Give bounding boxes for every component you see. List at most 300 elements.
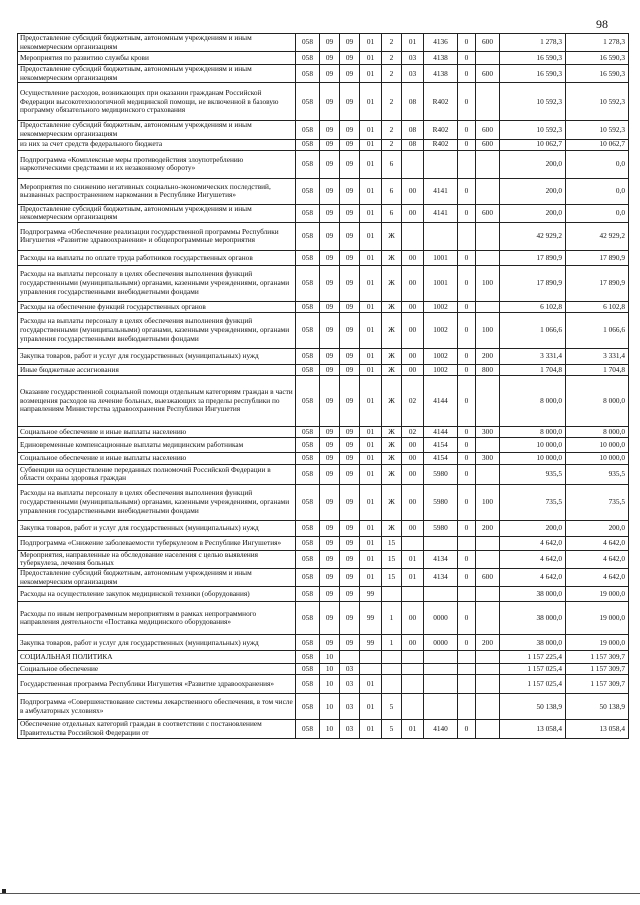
code-cell-c1: 058: [296, 602, 320, 635]
code-cell-c6: [402, 222, 424, 250]
code-cell-c4: 01: [360, 484, 382, 520]
code-cell-c2: 09: [320, 301, 340, 312]
amount-v1: 735,5: [500, 484, 566, 520]
code-cell-c4: 01: [360, 65, 382, 83]
code-cell-c1: 058: [296, 651, 320, 664]
amount-v2: 10 000,0: [566, 437, 629, 452]
code-cell-c9: [476, 664, 500, 675]
amount-v1: 200,0: [500, 520, 566, 536]
code-cell-c7: 1001: [424, 265, 458, 301]
amount-v2: 17 890,9: [566, 265, 629, 301]
table-row: [18, 265, 629, 301]
table-row: [18, 664, 629, 675]
code-cell-c3: 09: [340, 178, 360, 204]
code-cell-c7: 5980: [424, 520, 458, 536]
table-row: [18, 34, 629, 52]
code-cell-c7: 1002: [424, 348, 458, 364]
amount-v1: 38 000,0: [500, 602, 566, 635]
amount-v2: 19 000,0: [566, 635, 629, 651]
code-cell-c6: [402, 664, 424, 675]
table-row: [18, 550, 629, 568]
code-cell-c9: 600: [476, 121, 500, 139]
code-cell-c7: 4154: [424, 452, 458, 464]
code-cell-c8: 0: [458, 301, 476, 312]
code-cell-c5: Ж: [382, 484, 402, 520]
code-cell-c2: 09: [320, 222, 340, 250]
code-cell-c9: [476, 250, 500, 265]
code-cell-c8: 0: [458, 635, 476, 651]
bottom-rule: [0, 893, 640, 894]
code-cell-c3: 09: [340, 301, 360, 312]
code-cell-c4: 99: [360, 602, 382, 635]
code-cell-c1: 058: [296, 222, 320, 250]
code-cell-c7: R402: [424, 83, 458, 121]
code-cell-c4: 01: [360, 222, 382, 250]
code-cell-c9: 600: [476, 65, 500, 83]
code-cell-c1: 058: [296, 587, 320, 602]
code-cell-c9: [476, 178, 500, 204]
code-cell-c5: Ж: [382, 348, 402, 364]
code-cell-c6: 00: [402, 265, 424, 301]
code-cell-c4: 01: [360, 204, 382, 222]
code-cell-c6: 02: [402, 375, 424, 426]
row-name: из них за счет средств федерального бюджета: [18, 139, 296, 150]
code-cell-c7: 4134: [424, 550, 458, 568]
code-cell-c3: 09: [340, 587, 360, 602]
code-cell-c1: 058: [296, 204, 320, 222]
row-name: СОЦИАЛЬНАЯ ПОЛИТИКА: [18, 651, 296, 664]
code-cell-c2: 09: [320, 65, 340, 83]
code-cell-c1: 058: [296, 139, 320, 150]
row-name: Предоставление субсидий бюджетным, автономным учреждениям и иным некоммерческим организациям: [18, 121, 296, 139]
code-cell-c2: 10: [320, 694, 340, 720]
code-cell-c7: [424, 536, 458, 550]
code-cell-c8: [458, 587, 476, 602]
code-cell-c4: 01: [360, 178, 382, 204]
code-cell-c4: [360, 651, 382, 664]
code-cell-c9: 200: [476, 635, 500, 651]
code-cell-c6: 00: [402, 301, 424, 312]
code-cell-c5: Ж: [382, 520, 402, 536]
code-cell-c9: [476, 375, 500, 426]
code-cell-c2: 09: [320, 437, 340, 452]
code-cell-c9: [476, 83, 500, 121]
code-cell-c7: 5980: [424, 484, 458, 520]
row-name: Мероприятия по развитию службы крови: [18, 52, 296, 65]
code-cell-c8: 0: [458, 204, 476, 222]
code-cell-c7: [424, 694, 458, 720]
table-row: [18, 569, 629, 587]
code-cell-c1: 058: [296, 694, 320, 720]
table-row: [18, 452, 629, 464]
code-cell-c6: 01: [402, 34, 424, 52]
amount-v1: 10 592,3: [500, 121, 566, 139]
row-name: Оказание государственной социальной помощи отдельным категориям граждан в части возмещения расходов на лечение больных, выезжающих за пределы республики по направлениям Министерства здравоохранения Республики Ингушетия: [18, 375, 296, 426]
row-name: Закупка товаров, работ и услуг для государственных (муниципальных) нужд: [18, 348, 296, 364]
amount-v2: 10 592,3: [566, 83, 629, 121]
code-cell-c9: 100: [476, 312, 500, 348]
code-cell-c9: 300: [476, 426, 500, 437]
code-cell-c5: 5: [382, 720, 402, 738]
code-cell-c1: 058: [296, 664, 320, 675]
amount-v2: 17 890,9: [566, 250, 629, 265]
table-row: [18, 602, 629, 635]
code-cell-c5: Ж: [382, 452, 402, 464]
code-cell-c2: 09: [320, 178, 340, 204]
code-cell-c3: 09: [340, 364, 360, 375]
code-cell-c5: Ж: [382, 464, 402, 484]
code-cell-c2: 09: [320, 484, 340, 520]
code-cell-c1: 058: [296, 65, 320, 83]
code-cell-c5: [382, 651, 402, 664]
code-cell-c6: 08: [402, 139, 424, 150]
row-name: Расходы на осуществление закупок медицинской техники (оборудования): [18, 587, 296, 602]
table-row: [18, 635, 629, 651]
row-name: Социальное обеспечение: [18, 664, 296, 675]
code-cell-c1: 058: [296, 348, 320, 364]
code-cell-c8: 0: [458, 720, 476, 738]
row-name: Расходы на выплаты персоналу в целях обеспечения выполнения функций государственными (муниципальными) органами, казенными учреждениями, органами управления государственными внебюджетными фондами: [18, 312, 296, 348]
code-cell-c5: Ж: [382, 222, 402, 250]
code-cell-c6: 00: [402, 602, 424, 635]
amount-v2: 50 138,9: [566, 694, 629, 720]
code-cell-c5: Ж: [382, 375, 402, 426]
amount-v2: 4 642,0: [566, 536, 629, 550]
code-cell-c6: 00: [402, 635, 424, 651]
code-cell-c5: 2: [382, 121, 402, 139]
code-cell-c8: [458, 651, 476, 664]
table-row: [18, 720, 629, 738]
code-cell-c1: 058: [296, 675, 320, 694]
table-row: [18, 651, 629, 664]
table-row: [18, 348, 629, 364]
amount-v2: 1 157 309,7: [566, 675, 629, 694]
table-row: [18, 364, 629, 375]
code-cell-c6: 00: [402, 520, 424, 536]
code-cell-c4: [360, 664, 382, 675]
code-cell-c7: 4141: [424, 178, 458, 204]
code-cell-c5: 15: [382, 536, 402, 550]
table-row: [18, 52, 629, 65]
code-cell-c2: 09: [320, 265, 340, 301]
code-cell-c5: 6: [382, 150, 402, 178]
code-cell-c1: 058: [296, 375, 320, 426]
code-cell-c5: 15: [382, 569, 402, 587]
code-cell-c4: 01: [360, 536, 382, 550]
amount-v2: 735,5: [566, 484, 629, 520]
code-cell-c2: 09: [320, 569, 340, 587]
amount-v1: 200,0: [500, 178, 566, 204]
code-cell-c4: 01: [360, 364, 382, 375]
code-cell-c8: 0: [458, 265, 476, 301]
amount-v1: 1 704,8: [500, 364, 566, 375]
page-number: 98: [596, 17, 608, 31]
code-cell-c3: 09: [340, 52, 360, 65]
amount-v1: 38 000,0: [500, 635, 566, 651]
code-cell-c6: [402, 694, 424, 720]
code-cell-c2: 09: [320, 550, 340, 568]
code-cell-c7: [424, 664, 458, 675]
table-row: [18, 464, 629, 484]
table-row: [18, 437, 629, 452]
code-cell-c9: 600: [476, 569, 500, 587]
amount-v2: 16 590,3: [566, 52, 629, 65]
row-name: Социальное обеспечение и иные выплаты населению: [18, 426, 296, 437]
table-row: [18, 83, 629, 121]
code-cell-c8: [458, 536, 476, 550]
table-row: [18, 536, 629, 550]
code-cell-c6: 08: [402, 121, 424, 139]
code-cell-c9: [476, 222, 500, 250]
code-cell-c3: 09: [340, 121, 360, 139]
code-cell-c3: 09: [340, 452, 360, 464]
code-cell-c3: 09: [340, 536, 360, 550]
code-cell-c2: 09: [320, 536, 340, 550]
code-cell-c2: 09: [320, 34, 340, 52]
code-cell-c1: 058: [296, 569, 320, 587]
code-cell-c7: R402: [424, 139, 458, 150]
code-cell-c8: 0: [458, 484, 476, 520]
code-cell-c9: 600: [476, 204, 500, 222]
amount-v2: 0,0: [566, 178, 629, 204]
amount-v1: 4 642,0: [500, 536, 566, 550]
amount-v1: 1 157 025,4: [500, 664, 566, 675]
code-cell-c4: 01: [360, 426, 382, 437]
code-cell-c1: 058: [296, 484, 320, 520]
code-cell-c3: [340, 651, 360, 664]
code-cell-c3: 09: [340, 34, 360, 52]
code-cell-c3: 09: [340, 426, 360, 437]
code-cell-c1: 058: [296, 536, 320, 550]
code-cell-c9: [476, 675, 500, 694]
code-cell-c7: [424, 651, 458, 664]
code-cell-c9: [476, 437, 500, 452]
code-cell-c1: 058: [296, 464, 320, 484]
code-cell-c5: Ж: [382, 364, 402, 375]
amount-v2: 0,0: [566, 150, 629, 178]
code-cell-c6: 02: [402, 426, 424, 437]
code-cell-c2: 10: [320, 651, 340, 664]
table-row: [18, 222, 629, 250]
amount-v1: 10 000,0: [500, 452, 566, 464]
code-cell-c3: 09: [340, 602, 360, 635]
code-cell-c9: [476, 536, 500, 550]
amount-v1: 200,0: [500, 204, 566, 222]
code-cell-c1: 058: [296, 550, 320, 568]
code-cell-c8: 0: [458, 348, 476, 364]
row-name: Расходы по иным непрограммным мероприятиям в рамках непрограммного направления деятельности «Поставка медицинского оборудования»: [18, 602, 296, 635]
amount-v1: 6 102,8: [500, 301, 566, 312]
code-cell-c2: 10: [320, 720, 340, 738]
code-cell-c4: 01: [360, 375, 382, 426]
code-cell-c3: 09: [340, 348, 360, 364]
code-cell-c3: 09: [340, 150, 360, 178]
code-cell-c2: 09: [320, 52, 340, 65]
row-name: Осуществление расходов, возникающих при оказании гражданам Российской Федерации высокотехнологичной медицинской помощи, не включенной в базовую программу обязательного медицинского страхования: [18, 83, 296, 121]
amount-v2: 1 066,6: [566, 312, 629, 348]
code-cell-c7: R402: [424, 121, 458, 139]
code-cell-c5: 1: [382, 602, 402, 635]
code-cell-c8: [458, 664, 476, 675]
code-cell-c2: 09: [320, 464, 340, 484]
code-cell-c6: 00: [402, 364, 424, 375]
code-cell-c5: 15: [382, 550, 402, 568]
code-cell-c5: 6: [382, 204, 402, 222]
code-cell-c8: 0: [458, 426, 476, 437]
amount-v1: 3 331,4: [500, 348, 566, 364]
code-cell-c3: 03: [340, 694, 360, 720]
table-row: [18, 426, 629, 437]
code-cell-c4: 01: [360, 265, 382, 301]
code-cell-c3: 09: [340, 375, 360, 426]
amount-v1: 1 157 225,4: [500, 651, 566, 664]
code-cell-c3: 09: [340, 222, 360, 250]
code-cell-c8: 0: [458, 52, 476, 65]
code-cell-c9: [476, 550, 500, 568]
amount-v2: 8 000,0: [566, 426, 629, 437]
code-cell-c4: 01: [360, 250, 382, 265]
code-cell-c9: [476, 52, 500, 65]
amount-v1: 10 592,3: [500, 83, 566, 121]
code-cell-c2: 09: [320, 635, 340, 651]
code-cell-c6: 00: [402, 437, 424, 452]
code-cell-c5: 1: [382, 635, 402, 651]
row-name: Закупка товаров, работ и услуг для государственных (муниципальных) нужд: [18, 520, 296, 536]
code-cell-c8: 0: [458, 178, 476, 204]
code-cell-c8: 0: [458, 312, 476, 348]
code-cell-c8: [458, 150, 476, 178]
row-name: Закупка товаров, работ и услуг для государственных (муниципальных) нужд: [18, 635, 296, 651]
code-cell-c6: 00: [402, 312, 424, 348]
code-cell-c6: 01: [402, 569, 424, 587]
code-cell-c4: 01: [360, 150, 382, 178]
amount-v1: 13 058,4: [500, 720, 566, 738]
amount-v2: 13 058,4: [566, 720, 629, 738]
amount-v2: 3 331,4: [566, 348, 629, 364]
code-cell-c8: 0: [458, 121, 476, 139]
row-name: Предоставление субсидий бюджетным, автономным учреждениям и иным некоммерческим организациям: [18, 34, 296, 52]
amount-v1: 16 590,3: [500, 52, 566, 65]
row-name: Предоставление субсидий бюджетным, автономным учреждениям и иным некоммерческим организациям: [18, 569, 296, 587]
code-cell-c9: 800: [476, 364, 500, 375]
code-cell-c2: 09: [320, 250, 340, 265]
code-cell-c3: 09: [340, 437, 360, 452]
table-row: [18, 312, 629, 348]
table-row: [18, 65, 629, 83]
code-cell-c7: 0000: [424, 635, 458, 651]
amount-v1: 4 642,0: [500, 569, 566, 587]
code-cell-c9: [476, 694, 500, 720]
code-cell-c3: 09: [340, 520, 360, 536]
code-cell-c9: [476, 464, 500, 484]
amount-v2: 1 157 309,7: [566, 651, 629, 664]
amount-v2: 42 929,2: [566, 222, 629, 250]
amount-v1: 935,5: [500, 464, 566, 484]
code-cell-c2: 09: [320, 587, 340, 602]
code-cell-c1: 058: [296, 364, 320, 375]
row-name: Подпрограмма «Снижение заболеваемости туберкулезом в Республике Ингушетия»: [18, 536, 296, 550]
code-cell-c8: [458, 694, 476, 720]
code-cell-c8: 0: [458, 250, 476, 265]
amount-v2: 0,0: [566, 204, 629, 222]
code-cell-c4: 01: [360, 550, 382, 568]
code-cell-c6: 03: [402, 65, 424, 83]
code-cell-c2: 09: [320, 375, 340, 426]
code-cell-c7: 1001: [424, 250, 458, 265]
code-cell-c4: 01: [360, 520, 382, 536]
row-name: Предоставление субсидий бюджетным, автономным учреждениям и иным некоммерческим организациям: [18, 65, 296, 83]
table-row: [18, 204, 629, 222]
code-cell-c4: 01: [360, 720, 382, 738]
code-cell-c1: 058: [296, 426, 320, 437]
budget-table: [17, 33, 629, 739]
code-cell-c2: 09: [320, 83, 340, 121]
code-cell-c9: 600: [476, 34, 500, 52]
code-cell-c8: 0: [458, 139, 476, 150]
table-body: [18, 34, 629, 739]
table-row: [18, 675, 629, 694]
code-cell-c2: 09: [320, 426, 340, 437]
code-cell-c8: 0: [458, 437, 476, 452]
code-cell-c4: 01: [360, 464, 382, 484]
code-cell-c4: 01: [360, 52, 382, 65]
code-cell-c8: 0: [458, 65, 476, 83]
amount-v1: 38 000,0: [500, 587, 566, 602]
code-cell-c5: 2: [382, 83, 402, 121]
code-cell-c7: [424, 150, 458, 178]
amount-v2: 10 062,7: [566, 139, 629, 150]
code-cell-c5: [382, 664, 402, 675]
code-cell-c4: 01: [360, 121, 382, 139]
code-cell-c3: 03: [340, 664, 360, 675]
row-name: Мероприятия, направленные на обследование населения с целью выявления туберкулеза, лечения больных: [18, 550, 296, 568]
code-cell-c3: 09: [340, 83, 360, 121]
code-cell-c9: 600: [476, 139, 500, 150]
code-cell-c4: 01: [360, 312, 382, 348]
amount-v2: 1 278,3: [566, 34, 629, 52]
code-cell-c2: 10: [320, 675, 340, 694]
code-cell-c5: [382, 587, 402, 602]
code-cell-c2: 09: [320, 139, 340, 150]
code-cell-c1: 058: [296, 52, 320, 65]
code-cell-c7: 1002: [424, 301, 458, 312]
code-cell-c9: 100: [476, 484, 500, 520]
code-cell-c1: 058: [296, 312, 320, 348]
amount-v1: 16 590,3: [500, 65, 566, 83]
row-name: Расходы на выплаты по оплате труда работников государственных органов: [18, 250, 296, 265]
code-cell-c4: 01: [360, 694, 382, 720]
code-cell-c3: 09: [340, 265, 360, 301]
amount-v1: 17 890,9: [500, 250, 566, 265]
code-cell-c9: 300: [476, 452, 500, 464]
amount-v2: 4 642,0: [566, 569, 629, 587]
code-cell-c3: 03: [340, 720, 360, 738]
code-cell-c7: 4140: [424, 720, 458, 738]
corner-mark: [2, 889, 6, 893]
row-name: Расходы на обеспечение функций государственных органов: [18, 301, 296, 312]
code-cell-c4: 01: [360, 301, 382, 312]
code-cell-c6: 00: [402, 178, 424, 204]
code-cell-c7: 4136: [424, 34, 458, 52]
code-cell-c8: 0: [458, 520, 476, 536]
table-row: [18, 139, 629, 150]
code-cell-c6: 00: [402, 452, 424, 464]
amount-v2: 200,0: [566, 520, 629, 536]
code-cell-c5: Ж: [382, 301, 402, 312]
code-cell-c8: 0: [458, 452, 476, 464]
code-cell-c6: 01: [402, 720, 424, 738]
code-cell-c2: 09: [320, 348, 340, 364]
